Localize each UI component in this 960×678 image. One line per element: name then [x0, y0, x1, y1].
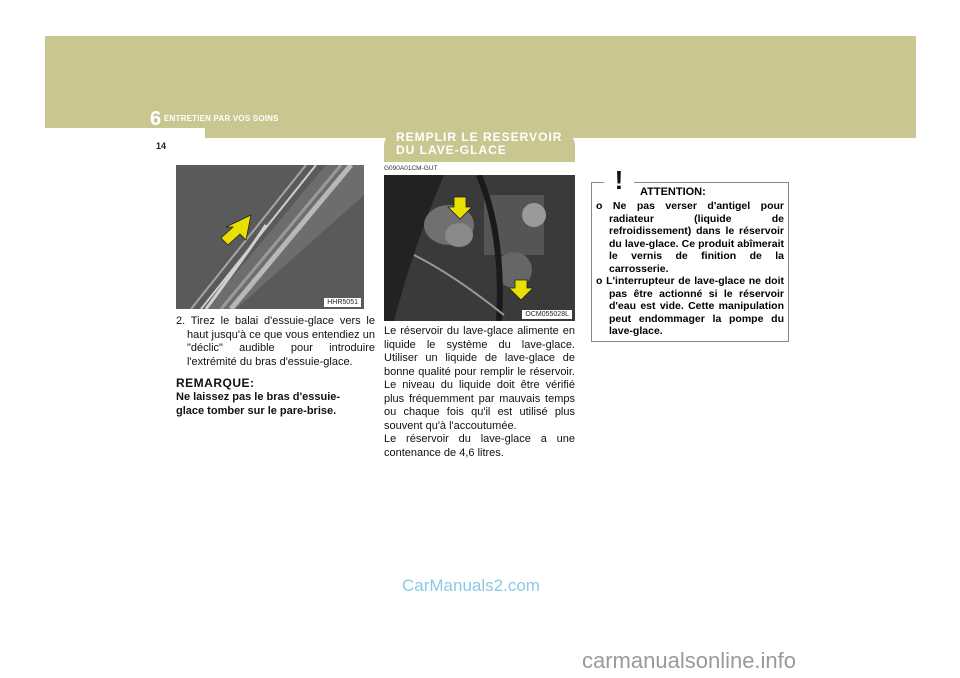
warning-item: o L'interrupteur de lave-glace ne doit pas être actionné si le réservoir d'eau est vide. Cette manipulation peut endommager la pompe du lave-glace. [596, 275, 784, 337]
chapter-number: 6 [150, 108, 162, 130]
page-number: 14 [156, 141, 167, 151]
photo-label: HHR5051 [324, 298, 361, 307]
section-title: REMPLIR LE RESERVOIR DU LAVE-GLACE [396, 130, 563, 157]
wiper-illustration [176, 165, 364, 309]
engine-bay-photo [384, 175, 575, 321]
photo-label: OCM055028L [522, 310, 572, 319]
warning-item: o Ne pas verser d'antigel pour radiateur (liquide de refroidissement) dans le réservoir du lave-glace. Ce produit abîmerait le vernis de finition de la carrosserie. [596, 200, 784, 275]
footer-site: carmanualsonline.info [582, 648, 797, 673]
section-code: G090A01CM-GUT [384, 165, 438, 172]
engine-illustration [384, 175, 575, 321]
warning-icon [604, 166, 634, 194]
watermark: CarManuals2.com [402, 576, 540, 595]
wiper-photo [176, 165, 364, 309]
chapter-title: ENTRETIEN PAR VOS SOINS [164, 114, 279, 123]
warning-body [596, 200, 784, 338]
remark-title: REMARQUE: [176, 376, 255, 390]
header-band-notch [45, 128, 205, 138]
step-2-text: 2. Tirez le balai d'essuie-glace vers le haut jusqu'à ce que vous entendiez un "déclic" audible pour introduire l'extrémité du bras d'essuie-glace. [176, 315, 375, 368]
remark-text: Ne laissez pas le bras d'essuie-glace tomber sur le pare-brise. [176, 391, 341, 417]
warning-title: ATTENTION: [640, 186, 706, 198]
svg-text:!: ! [614, 166, 624, 194]
reservoir-body-text: Le réservoir du lave-glace alimente en liquide le système du lave-glace. Utiliser un liquide de lave-glace de bonne qualité pour remplir le réservoir. Le niveau du liquide doit être vérifié plus fréquemment par mauvais temps ou chaque fois qu'il est utilisé plus souvent qu'à l'accoutumée. Le réservoir du lave-glace a une contenance de 4,6 litres. [384, 325, 575, 459]
